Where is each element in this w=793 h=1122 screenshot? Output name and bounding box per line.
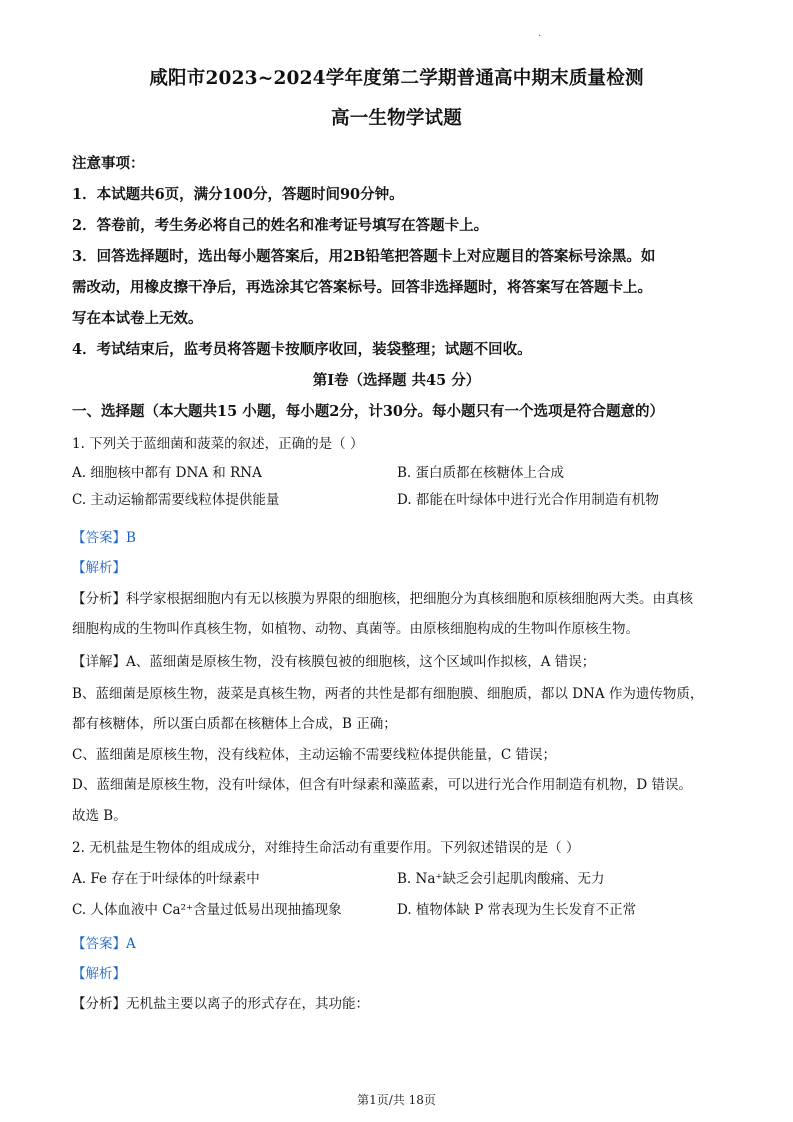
analysis-line: C、蓝细菌是原核生物，没有线粒体，主动运输不需要线粒体提供能量，C 错误； bbox=[72, 747, 556, 763]
notice-item: 2．答卷前，考生务必将自己的姓名和准考证号填写在答题卡上。 bbox=[72, 217, 489, 234]
notice-item: 4．考试结束后，监考员将答题卡按顺序收回，装袋整理；试题不回收。 bbox=[72, 341, 532, 358]
question-1-answer: 【答案】B bbox=[72, 530, 136, 546]
notice-item: 3．回答选择题时，选出每小题答案后，用2B铅笔把答题卡上对应题目的答案标号涂黑。如 bbox=[72, 248, 656, 265]
question-2-option-b: B. Na⁺缺乏会引起肌肉酸痛、无力 bbox=[397, 871, 605, 887]
question-1-option-a: A. 细胞核中都有 DNA 和 RNA bbox=[72, 465, 262, 481]
notice-item: 写在本试卷上无效。 bbox=[72, 310, 203, 327]
question-1-option-b: B. 蛋白质都在核糖体上合成 bbox=[397, 465, 565, 481]
question-2-answer: 【答案】A bbox=[72, 936, 136, 952]
question-1-option-c: C. 主动运输都需要线粒体提供能量 bbox=[72, 492, 280, 508]
volume-title: 第Ⅰ卷（选择题 共45 分） bbox=[312, 372, 481, 389]
analysis-line: 【分析】无机盐主要以离子的形式存在，其功能： bbox=[72, 996, 369, 1012]
question-2-option-c: C. 人体血液中 Ca²⁺含量过低易出现抽搐现象 bbox=[72, 902, 342, 918]
notice-heading: 注意事项： bbox=[72, 155, 145, 172]
analysis-line: 细胞构成的生物叫作真核生物，如植物、动物、真菌等。由原核细胞构成的生物叫作原核生物。 bbox=[72, 621, 639, 637]
question-2-option-a: A. Fe 存在于叶绿体的叶绿素中 bbox=[72, 871, 260, 887]
page-number: 第1页/共 18页 bbox=[357, 1093, 436, 1107]
notice-item: 需改动，用橡皮擦干净后，再选涂其它答案标号。回答非选择题时，将答案写在答题卡上。 bbox=[72, 279, 652, 296]
question-1-analysis-label: 【解析】 bbox=[72, 560, 126, 576]
page-subtitle: 高一生物学试题 bbox=[331, 108, 462, 129]
corner-mark: . bbox=[538, 28, 542, 39]
question-2-analysis-label: 【解析】 bbox=[72, 966, 126, 982]
notice-item: 1．本试题共6页，满分100分，答题时间90分钟。 bbox=[72, 186, 404, 203]
question-2-option-d: D. 植物体缺 P 常表现为生长发育不正常 bbox=[397, 902, 637, 918]
page-title: 咸阳市2023~2024学年度第二学期普通高中期末质量检测 bbox=[149, 68, 644, 89]
analysis-line: B、蓝细菌是原核生物，菠菜是真核生物，两者的共性是都有细胞膜、细胞质，都以 DNA 作为遗传物质， bbox=[72, 686, 704, 702]
question-2-stem: 2. 无机盐是生物体的组成成分，对维持生命活动有重要作用。下列叙述错误的是（ ） bbox=[72, 840, 580, 856]
analysis-line: 故选 B。 bbox=[72, 808, 127, 824]
question-1-option-d: D. 都能在叶绿体中进行光合作用制造有机物 bbox=[397, 492, 659, 508]
analysis-line: D、蓝细菌是原核生物，没有叶绿体，但含有叶绿素和藻蓝素，可以进行光合作用制造有机物，D 错误。 bbox=[72, 777, 692, 793]
analysis-line: 都有核糖体，所以蛋白质都在核糖体上合成，B 正确； bbox=[72, 716, 397, 732]
part-title: 一、选择题（本大题共15 小题，每小题2分，计30分。每小题只有一个选项是符合题意的） bbox=[72, 403, 664, 420]
analysis-line: 【详解】A、蓝细菌是原核生物，没有核膜包被的细胞核，这个区域叫作拟核，A 错误； bbox=[72, 654, 596, 670]
analysis-line: 【分析】科学家根据细胞内有无以核膜为界限的细胞核，把细胞分为真核细胞和原核细胞两大类。由真核 bbox=[72, 591, 693, 607]
question-1-stem: 1. 下列关于蓝细菌和菠菜的叙述，正确的是（ ） bbox=[72, 436, 364, 452]
